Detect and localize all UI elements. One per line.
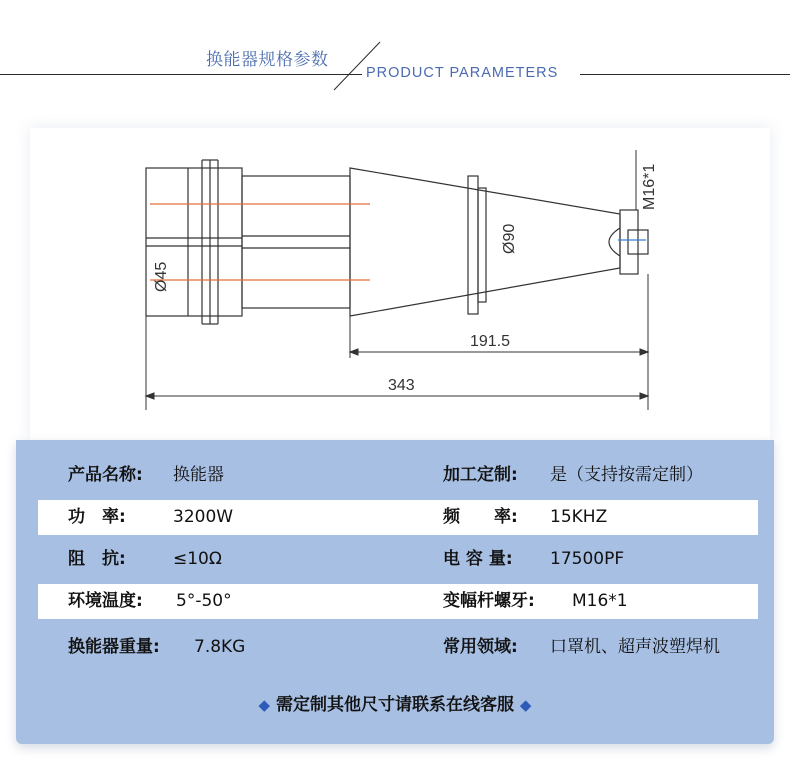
spec-value: 换能器	[173, 465, 224, 485]
dim-diameter-90: Ø90	[501, 223, 518, 254]
spec-label: 常用领域:	[443, 637, 518, 657]
spec-label: 功 率:	[68, 507, 126, 527]
spec-row-2	[38, 500, 758, 535]
header-title-en: PRODUCT PARAMETERS	[366, 65, 559, 81]
spec-value: 口罩机、超声波塑焊机	[550, 637, 720, 657]
spec-value: 3200W	[173, 507, 234, 527]
custom-size-note	[16, 690, 774, 715]
custom-size-note-text: 需定制其他尺寸请联系在线客服	[276, 695, 514, 715]
dim-thread: M16*1	[641, 163, 658, 210]
header-slash	[0, 0, 790, 100]
spec-row-3	[38, 542, 758, 577]
technical-drawing-card	[30, 128, 770, 440]
spec-value: 15KHZ	[550, 507, 608, 527]
spec-label: 产品名称:	[68, 465, 143, 485]
spec-label: 频 率:	[443, 507, 518, 527]
spec-value: M16*1	[572, 591, 628, 611]
spec-label: 加工定制:	[443, 465, 518, 485]
spec-value: 5°-50°	[176, 591, 232, 611]
header-title-cn: 换能器规格参数	[206, 50, 329, 70]
dim-diameter-45: Ø45	[153, 261, 170, 292]
spec-label: 变幅杆螺牙:	[443, 591, 535, 611]
back-block	[146, 168, 242, 316]
spec-row-5	[38, 630, 758, 665]
spec-row-4	[38, 584, 758, 619]
spec-value: 17500PF	[550, 549, 625, 569]
dim-length-343: 343	[388, 377, 415, 394]
spec-value: 7.8KG	[194, 637, 246, 657]
spec-label: 换能器重量:	[68, 637, 160, 657]
spec-value: 是（支持按需定制）	[550, 465, 703, 485]
diamond-icon: ◆	[258, 696, 271, 714]
section-header	[0, 0, 790, 100]
spec-label: 阻 抗:	[68, 549, 126, 569]
spec-panel	[16, 440, 774, 744]
spec-label: 电 容 量:	[443, 549, 513, 569]
dim-length-191: 191.5	[470, 333, 511, 350]
spec-row-1	[38, 458, 758, 493]
technical-drawing	[30, 128, 770, 440]
diamond-icon: ◆	[519, 696, 532, 714]
spec-value: ≤10Ω	[173, 549, 222, 569]
spec-label: 环境温度:	[68, 591, 143, 611]
